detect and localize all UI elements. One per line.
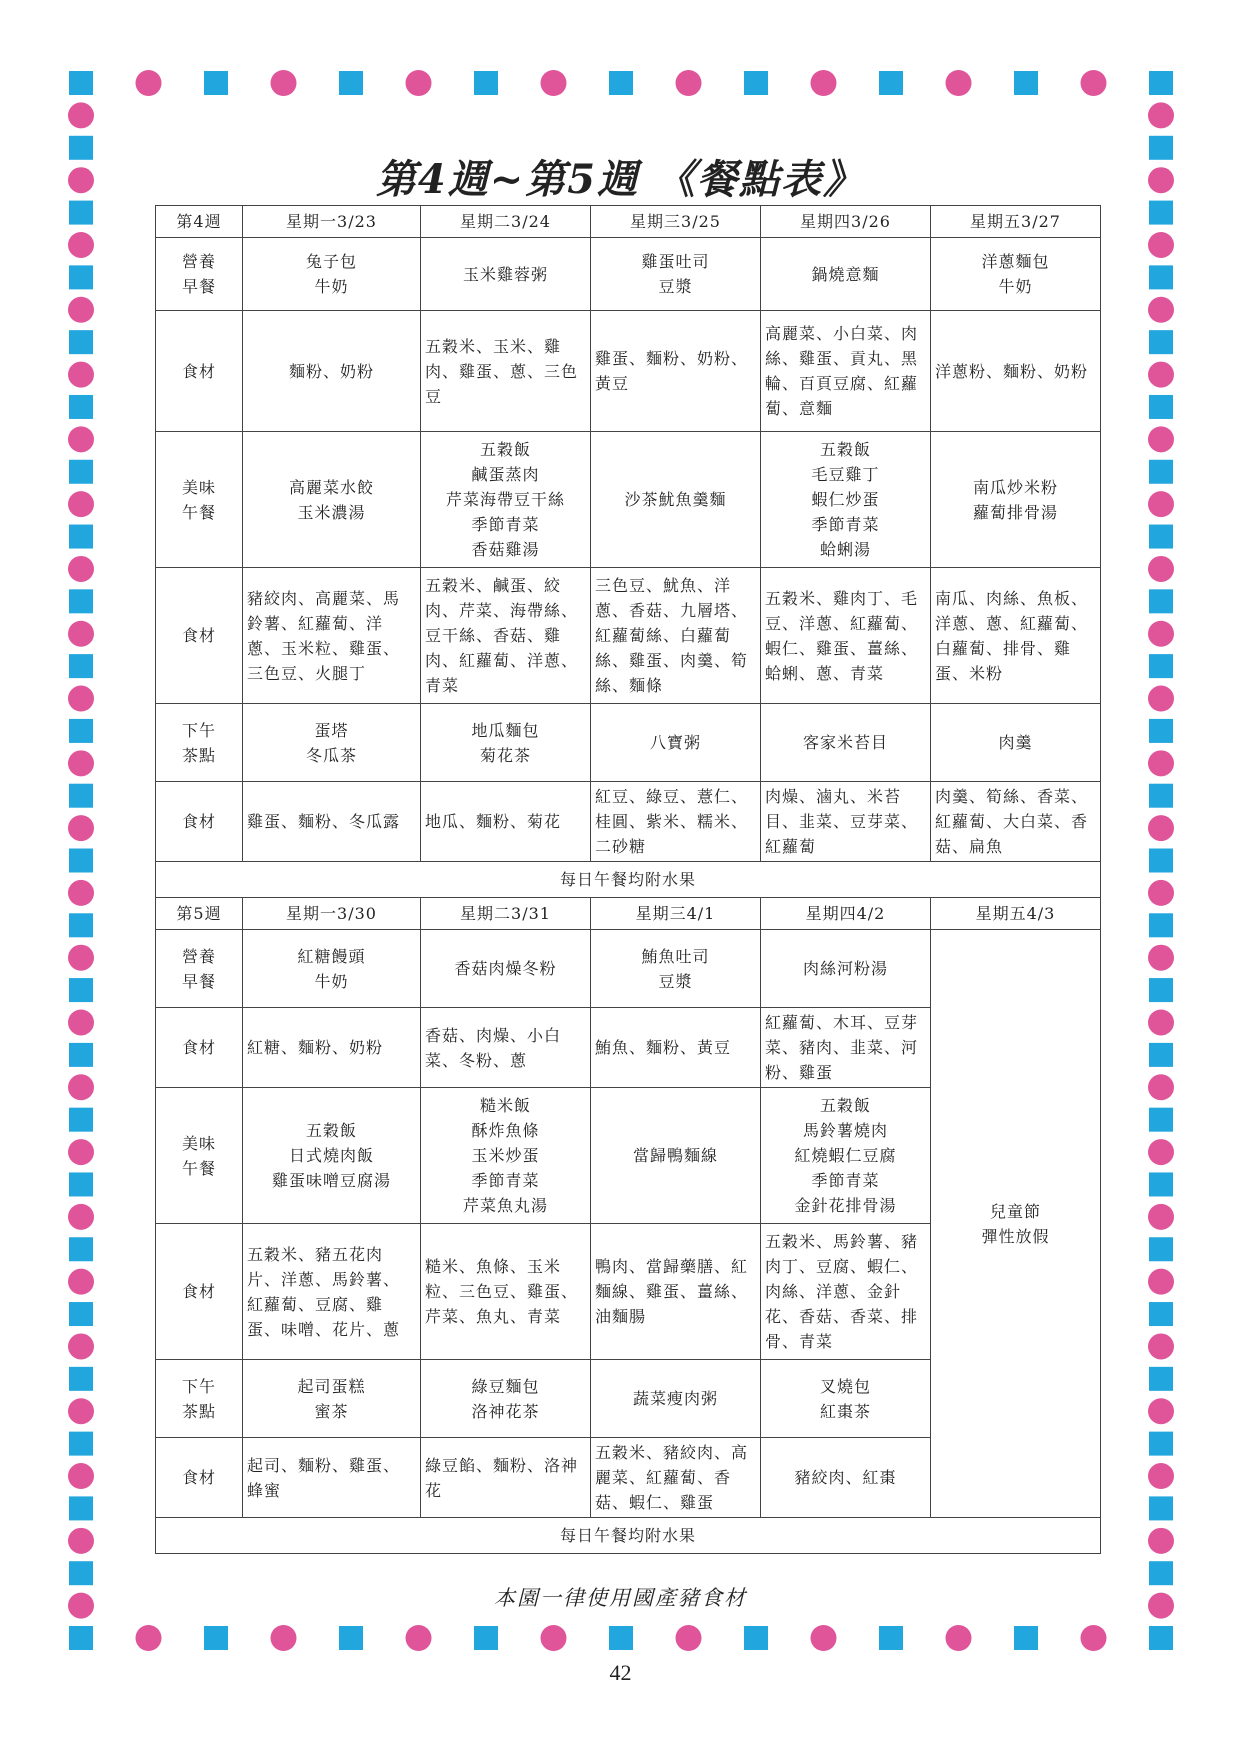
row-label-ingredients: 食材 [156,311,243,432]
snack-cell: 蛋塔 冬瓜茶 [243,704,421,782]
week5-day-mon: 星期一3/30 [243,898,421,930]
lunch-cell: 南瓜炒米粉 蘿蔔排骨湯 [931,432,1101,568]
week5-day-wed: 星期三4/1 [591,898,761,930]
border-square [69,395,93,419]
snack-cell: 客家米苔目 [761,704,931,782]
border-square [339,71,363,95]
week4-note-row [156,862,1101,898]
border-square [1149,589,1173,613]
row-label-ingredients: 食材 [156,1438,243,1518]
week5-label: 第5週 [156,898,243,930]
border-dot [1148,621,1174,647]
snack-cell: 八寶粥 [591,704,761,782]
week4-snack-row [156,704,1101,782]
border-square [69,1432,93,1456]
week5-breakfast-row [156,930,1101,1008]
lunch-cell: 高麗菜水餃 玉米濃湯 [243,432,421,568]
snack-cell: 地瓜麵包 菊花茶 [421,704,591,782]
border-square [69,654,93,678]
border-dot [811,70,837,96]
week4-day-tue: 星期二3/24 [421,206,591,238]
border-square [69,978,93,1002]
border-square [204,1626,228,1650]
border-dot [1148,556,1174,582]
border-dot [68,1528,94,1554]
border-dot [68,621,94,647]
border-square [1149,849,1173,873]
border-square [744,1626,768,1650]
lunch-cell: 當歸鴨麵線 [591,1088,761,1224]
border-square [69,589,93,613]
border-dot [68,1204,94,1230]
border-square [1149,71,1173,95]
border-square [69,460,93,484]
week4-day-wed: 星期三3/25 [591,206,761,238]
border-square [69,1626,93,1650]
border-dot [68,1139,94,1165]
week4-day-thu: 星期四3/26 [761,206,931,238]
border-dot [946,70,972,96]
border-dot [68,1269,94,1295]
border-dot [1148,232,1174,258]
week4-header-row [156,206,1101,238]
border-dot [1148,1204,1174,1230]
border-square [1149,1432,1173,1456]
border-dot [68,102,94,128]
week5-day-tue: 星期二3/31 [421,898,591,930]
border-square [1149,1108,1173,1132]
ingredient-cell: 鮪魚、麵粉、黃豆 [591,1008,761,1088]
border-dot [1148,945,1174,971]
ingredient-cell: 香菇、肉燥、小白菜、冬粉、蔥 [421,1008,591,1088]
lunch-cell: 糙米飯 酥炸魚條 玉米炒蛋 季節青菜 芹菜魚丸湯 [421,1088,591,1224]
holiday-cell: 兒童節 彈性放假 [931,930,1101,1518]
border-square [1149,1043,1173,1067]
border-square [1014,1626,1038,1650]
border-square [609,1626,633,1650]
ingredient-cell: 五穀米、鹹蛋、絞肉、芹菜、海帶絲、豆干絲、香菇、雞肉、紅蘿蔔、洋蔥、青菜 [421,568,591,704]
border-dot [68,1463,94,1489]
border-dot [1148,297,1174,323]
border-square [1149,1367,1173,1391]
border-dot [136,1625,162,1651]
border-dot [68,750,94,776]
border-square [1149,1237,1173,1261]
ingredient-cell: 五穀米、雞肉丁、毛豆、洋蔥、紅蘿蔔、蝦仁、雞蛋、薑絲、蛤蜊、蔥、青菜 [761,568,931,704]
ingredient-cell: 南瓜、肉絲、魚板、洋蔥、蔥、紅蘿蔔、白蘿蔔、排骨、雞蛋、米粉 [931,568,1101,704]
border-square [1149,395,1173,419]
fruit-note: 每日午餐均附水果 [156,1518,1101,1554]
border-dot [1081,1625,1107,1651]
lunch-cell: 五穀飯 馬鈴薯燒肉 紅燒蝦仁豆腐 季節青菜 金針花排骨湯 [761,1088,931,1224]
border-dot [68,1398,94,1424]
breakfast-cell: 肉絲河粉湯 [761,930,931,1008]
breakfast-cell: 香菇肉燥冬粉 [421,930,591,1008]
border-square [1149,330,1173,354]
border-square [69,1302,93,1326]
row-label-ingredients: 食材 [156,568,243,704]
border-dot [68,556,94,582]
week4-day-mon: 星期一3/23 [243,206,421,238]
breakfast-cell: 玉米雞蓉粥 [421,238,591,311]
border-square [1149,719,1173,743]
border-dot [811,1625,837,1651]
week4-breakfast-ingredients-row [156,311,1101,432]
border-dot [1148,1009,1174,1035]
ingredient-cell: 雞蛋、麵粉、冬瓜露 [243,782,421,862]
border-dot [1148,1269,1174,1295]
border-square [69,525,93,549]
week4-snack-ingredients-row [156,782,1101,862]
border-dot [68,232,94,258]
border-dot [1148,426,1174,452]
border-square [339,1626,363,1650]
ingredient-cell: 地瓜、麵粉、菊花 [421,782,591,862]
border-dot [1148,1333,1174,1359]
row-label-ingredients: 食材 [156,782,243,862]
border-dot [541,1625,567,1651]
breakfast-cell: 洋蔥麵包 牛奶 [931,238,1101,311]
week4-label: 第4週 [156,206,243,238]
lunch-cell: 五穀飯 毛豆雞丁 蝦仁炒蛋 季節青菜 蛤蜊湯 [761,432,931,568]
ingredient-cell: 高麗菜、小白菜、肉絲、雞蛋、貢丸、黑輪、百頁豆腐、紅蘿蔔、意麵 [761,311,931,432]
row-label-ingredients: 食材 [156,1008,243,1088]
snack-cell: 叉燒包 紅棗茶 [761,1360,931,1438]
border-square [69,1237,93,1261]
week4-lunch-row [156,432,1101,568]
ingredient-cell: 五穀米、豬絞肉、高麗菜、紅蘿蔔、香菇、蝦仁、雞蛋 [591,1438,761,1518]
border-dot [68,362,94,388]
border-square [1149,978,1173,1002]
ingredient-cell: 豬絞肉、紅棗 [761,1438,931,1518]
border-square [609,71,633,95]
border-square [1149,913,1173,937]
border-square [1149,460,1173,484]
snack-cell: 起司蛋糕 蜜茶 [243,1360,421,1438]
ingredient-cell: 五穀米、馬鈴薯、豬肉丁、豆腐、蝦仁、肉絲、洋蔥、金針花、香菇、香菜、排骨、青菜 [761,1224,931,1360]
ingredient-cell: 肉羹、筍絲、香菜、紅蘿蔔、大白菜、香菇、扁魚 [931,782,1101,862]
week5-day-fri: 星期五4/3 [931,898,1101,930]
border-dot [271,70,297,96]
border-dot [1081,70,1107,96]
week4-breakfast-row [156,238,1101,311]
border-dot [1148,750,1174,776]
border-square [69,1043,93,1067]
border-square [1149,265,1173,289]
border-dot [68,945,94,971]
border-dot [541,70,567,96]
row-label-snack: 下午 茶點 [156,1360,243,1438]
border-square [204,71,228,95]
ingredient-cell: 紅豆、綠豆、薏仁、桂圓、紫米、糯米、二砂糖 [591,782,761,862]
border-dot [136,70,162,96]
border-square [69,1496,93,1520]
ingredient-cell: 洋蔥粉、麵粉、奶粉 [931,311,1101,432]
ingredient-cell: 雞蛋、麵粉、奶粉、黃豆 [591,311,761,432]
border-square [69,1172,93,1196]
page-title: 第4週~第5週 《餐點表》 [375,156,866,203]
border-dot [1148,1139,1174,1165]
border-dot [406,70,432,96]
border-dot [1148,362,1174,388]
border-square [69,913,93,937]
border-square [1149,1496,1173,1520]
ingredient-cell: 豬絞肉、高麗菜、馬鈴薯、紅蘿蔔、洋蔥、玉米粒、雞蛋、三色豆、火腿丁 [243,568,421,704]
breakfast-cell: 雞蛋吐司 豆漿 [591,238,761,311]
border-dot [68,880,94,906]
border-dot [1148,102,1174,128]
border-dot [68,297,94,323]
border-square [879,71,903,95]
breakfast-cell: 鍋燒意麵 [761,238,931,311]
ingredient-cell: 鴨肉、當歸藥膳、紅麵線、雞蛋、薑絲、油麵腸 [591,1224,761,1360]
week5-header-row [156,898,1101,930]
border-dot [68,1333,94,1359]
border-square [1149,1302,1173,1326]
border-dot [68,815,94,841]
border-square [69,71,93,95]
week4-day-fri: 星期五3/27 [931,206,1101,238]
ingredient-cell: 糙米、魚條、玉米粒、三色豆、雞蛋、芹菜、魚丸、青菜 [421,1224,591,1360]
ingredient-cell: 紅蘿蔔、木耳、豆芽菜、豬肉、韭菜、河粉、雞蛋 [761,1008,931,1088]
border-square [1149,1626,1173,1650]
border-square [69,330,93,354]
border-dot [1148,491,1174,517]
border-square [69,849,93,873]
border-square [474,71,498,95]
border-square [1149,654,1173,678]
snack-cell: 肉羹 [931,704,1101,782]
border-square [69,1367,93,1391]
border-square [474,1626,498,1650]
border-dot [68,1074,94,1100]
border-dot [68,426,94,452]
ingredient-cell: 五穀米、豬五花肉片、洋蔥、馬鈴薯、紅蘿蔔、豆腐、雞蛋、味噌、花片、蔥 [243,1224,421,1360]
ingredient-cell: 肉燥、滷丸、米苔目、韭菜、豆芽菜、紅蘿蔔 [761,782,931,862]
border-dot [68,491,94,517]
border-square [1014,71,1038,95]
border-dot [946,1625,972,1651]
border-square [879,1626,903,1650]
border-square [1149,784,1173,808]
footer-note: 本園一律使用國產豬食材 [494,1586,747,1610]
border-dot [1148,1528,1174,1554]
snack-cell: 綠豆麵包 洛神花茶 [421,1360,591,1438]
border-square [1149,1172,1173,1196]
border-dot [1148,880,1174,906]
border-dot [1148,1074,1174,1100]
border-dot [406,1625,432,1651]
page-number: 42 [609,1660,632,1685]
border-dot [676,1625,702,1651]
border-dot [1148,686,1174,712]
row-label-breakfast: 營養 早餐 [156,930,243,1008]
border-square [69,784,93,808]
row-label-lunch: 美味 午餐 [156,1088,243,1224]
border-square [69,719,93,743]
week4-lunch-ingredients-row [156,568,1101,704]
border-dot [676,70,702,96]
lunch-cell: 沙茶魷魚羹麵 [591,432,761,568]
fruit-note: 每日午餐均附水果 [156,862,1101,898]
border-dot [271,1625,297,1651]
ingredient-cell: 五穀米、玉米、雞肉、雞蛋、蔥、三色豆 [421,311,591,432]
ingredient-cell: 紅糖、麵粉、奶粉 [243,1008,421,1088]
menu-table [155,205,1101,1554]
ingredient-cell: 麵粉、奶粉 [243,311,421,432]
row-label-lunch: 美味 午餐 [156,432,243,568]
border-square [69,265,93,289]
week5-day-thu: 星期四4/2 [761,898,931,930]
border-square [1149,525,1173,549]
lunch-cell: 五穀飯 鹹蛋蒸肉 芹菜海帶豆干絲 季節青菜 香菇雞湯 [421,432,591,568]
row-label-breakfast: 營養 早餐 [156,238,243,311]
lunch-cell: 五穀飯 日式燒肉飯 雞蛋味噌豆腐湯 [243,1088,421,1224]
ingredient-cell: 三色豆、魷魚、洋蔥、香菇、九層塔、紅蘿蔔絲、白蘿蔔絲、雞蛋、肉羹、筍絲、麵條 [591,568,761,704]
border-square [69,1108,93,1132]
row-label-snack: 下午 茶點 [156,704,243,782]
ingredient-cell: 綠豆餡、麵粉、洛神花 [421,1438,591,1518]
breakfast-cell: 鮪魚吐司 豆漿 [591,930,761,1008]
breakfast-cell: 紅糖饅頭 牛奶 [243,930,421,1008]
border-square [744,71,768,95]
border-dot [1148,1398,1174,1424]
border-dot [68,1009,94,1035]
week5-note-row [156,1518,1101,1554]
row-label-ingredients: 食材 [156,1224,243,1360]
ingredient-cell: 起司、麵粉、雞蛋、蜂蜜 [243,1438,421,1518]
border-dot [1148,1463,1174,1489]
snack-cell: 蔬菜瘦肉粥 [591,1360,761,1438]
breakfast-cell: 兔子包 牛奶 [243,238,421,311]
border-dot [68,686,94,712]
border-dot [1148,815,1174,841]
